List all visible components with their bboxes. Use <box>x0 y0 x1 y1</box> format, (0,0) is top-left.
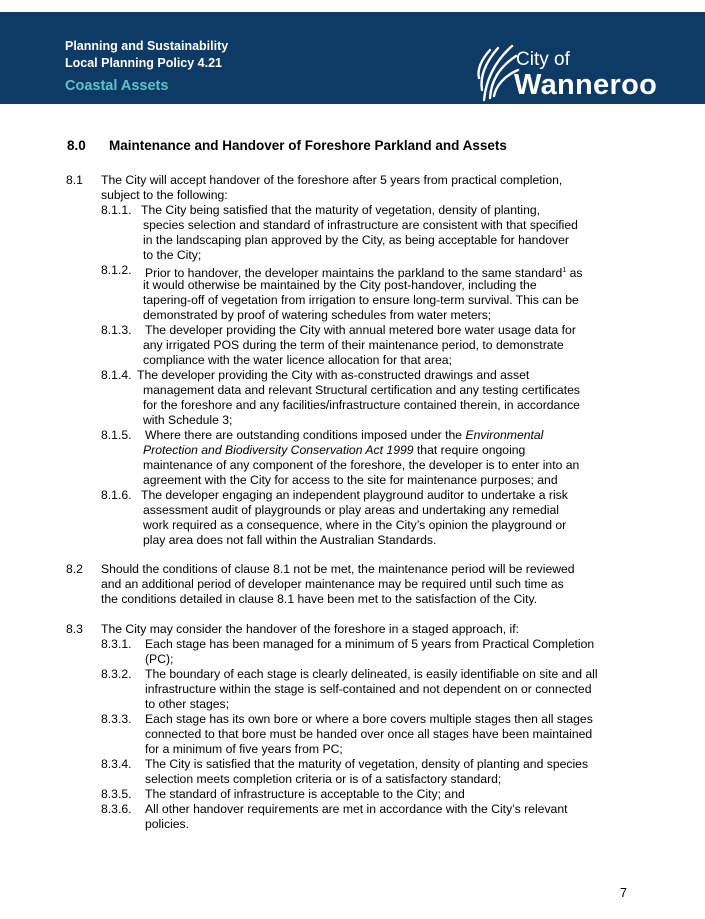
text-line: connected to that bore must be handed over once all stages have been maintained <box>145 727 593 741</box>
header-policy: Local Planning Policy 4.21 <box>65 56 222 70</box>
subclause-text <box>143 278 579 323</box>
subclause-number: 8.1.2. <box>101 263 132 277</box>
subclause-number: 8.1.3. <box>101 323 132 337</box>
subclause-number: 8.3.2. <box>101 667 132 681</box>
subclause-first-line <box>145 428 543 443</box>
text-line: Each stage has been managed for a minimum of 5 years from Practical Completion <box>145 637 595 651</box>
text-line: infrastructure within the stage is self-contained and not dependent on or connected <box>145 682 592 696</box>
text-line: (PC); <box>145 652 174 666</box>
clause-text: The City may consider the handover of the foreshore in a staged approach, if: <box>101 622 519 636</box>
clause-number: 8.2 <box>66 562 83 576</box>
text-line: to other stages; <box>145 697 230 711</box>
subclause-number: 8.3.6. <box>101 802 132 816</box>
subclause-text <box>143 218 578 263</box>
section-heading <box>67 138 507 153</box>
text-line: selection meets completion criteria or is of a satisfactory standard; <box>145 772 502 786</box>
text-line: work required as a consequence, where in the City’s opinion the playground or <box>143 518 567 532</box>
text-line <box>143 443 579 458</box>
document-header <box>0 12 705 104</box>
text-line: in the landscaping plan approved by the City, as being acceptable for handover <box>143 233 569 247</box>
text-line: All other handover requirements are met in accordance with the City’s relevant <box>145 802 568 816</box>
text-line: maintenance of any component of the foreshore, the developer is to enter into an <box>143 458 580 472</box>
text-run: Where there are outstanding conditions imposed under the <box>145 428 466 442</box>
page-number: 7 <box>620 886 627 900</box>
subclause-text <box>143 383 580 428</box>
clause-text <box>101 173 562 203</box>
subclause-text <box>145 802 568 832</box>
text-line: the conditions detailed in clause 8.1 have been met to the satisfaction of the City. <box>101 592 538 606</box>
logo-city-of: City of <box>516 49 570 70</box>
section-title: Maintenance and Handover of Foreshore Parkland and Assets <box>109 138 507 153</box>
text-line: with Schedule 3; <box>143 413 233 427</box>
subclause-first-line: The developer engaging an independent playground auditor to undertake a risk <box>141 488 568 502</box>
text-line: demonstrated by proof of watering schedules from water meters; <box>143 308 492 322</box>
subclause-number: 8.1.5. <box>101 428 132 442</box>
subclause-text <box>143 443 579 488</box>
header-text <box>65 38 228 94</box>
header-topic: Coastal Assets <box>65 78 169 94</box>
text-line: agreement with the City for access to the site for maintenance purposes; and <box>143 473 558 487</box>
text-line: play area does not fall within the Australian Standards. <box>143 533 437 547</box>
subclause-first-line: The developer providing the City with annual metered bore water usage data for <box>145 323 576 337</box>
footnote-marker[interactable]: 1 <box>562 267 567 274</box>
text-line: policies. <box>145 817 190 831</box>
subclause-number: 8.1.4. <box>101 368 132 382</box>
subclause-first-line: The developer providing the City with as-constructed drawings and asset <box>137 368 530 382</box>
text-line: Should the conditions of clause 8.1 not be met, the maintenance period will be reviewed <box>101 562 575 576</box>
subclause-number: 8.3.4. <box>101 757 132 771</box>
text-line: tapering-off of vegetation from irrigation to ensure long-term survival. This can be <box>143 293 579 307</box>
text-line: it would otherwise be maintained by the City post-handover, including the <box>143 278 537 292</box>
logo-wanneroo: Wanneroo <box>514 69 658 101</box>
subclause-text <box>143 503 566 548</box>
subclause-number: 8.3.3. <box>101 712 132 726</box>
text-line: any irrigated POS during the term of their maintenance period, to demonstrate <box>143 338 564 352</box>
act-title: Protection and Biodiversity Conservation Act 1999 <box>143 443 414 457</box>
subclause-text: The standard of infrastructure is acceptable to the City; and <box>145 787 465 801</box>
text-run: as <box>566 266 583 280</box>
text-line: species selection and standard of infrastructure are consistent with that specified <box>143 218 578 232</box>
subclause-text <box>143 338 564 368</box>
clause-number: 8.3 <box>66 622 83 636</box>
subclause-text <box>145 637 594 667</box>
text-line: Each stage has its own bore or where a bore covers multiple stages then all stages <box>145 712 593 726</box>
text-line: subject to the following: <box>101 188 228 202</box>
subclause-text <box>145 712 593 757</box>
text-run: that require ongoing <box>413 443 526 457</box>
subclause-text <box>145 667 598 712</box>
text-line: for a minimum of five years from PC; <box>145 742 343 756</box>
text-run: Prior to handover, the developer maintains the parkland to the same standard <box>145 266 563 280</box>
header-department: Planning and Sustainability <box>65 39 229 53</box>
city-of-wanneroo-logo <box>476 40 666 108</box>
act-title: Environmental <box>465 428 544 442</box>
clause-number: 8.1 <box>66 173 83 187</box>
section-number: 8.0 <box>67 138 86 153</box>
text-line: for the foreshore and any facilities/infrastructure contained therein, in accordance <box>143 398 580 412</box>
text-line: and an additional period of developer maintenance may be required until such time as <box>101 577 564 591</box>
text-line: The boundary of each stage is clearly delineated, is easily identifiable on site and all <box>145 667 598 681</box>
subclause-number: 8.3.1. <box>101 637 132 651</box>
text-line: assessment audit of playgrounds or play areas and undertaking any remedial <box>143 503 559 517</box>
subclause-text <box>145 757 588 787</box>
text-line: compliance with the water licence allocation for that area; <box>143 353 452 367</box>
subclause-number: 8.1.6. <box>101 488 132 502</box>
subclause-number: 8.3.5. <box>101 787 132 801</box>
clause-text <box>101 562 575 607</box>
text-line: The City will accept handover of the foreshore after 5 years from practical completion, <box>101 173 563 187</box>
subclause-first-line: The City being satisfied that the maturity of vegetation, density of planting, <box>141 203 541 217</box>
text-line: to the City; <box>143 248 202 262</box>
text-line: management data and relevant Structural certification and any testing certificates <box>143 383 580 397</box>
text-line: The City is satisfied that the maturity of vegetation, density of planting and species <box>145 757 589 771</box>
subclause-number: 8.1.1. <box>101 203 132 217</box>
